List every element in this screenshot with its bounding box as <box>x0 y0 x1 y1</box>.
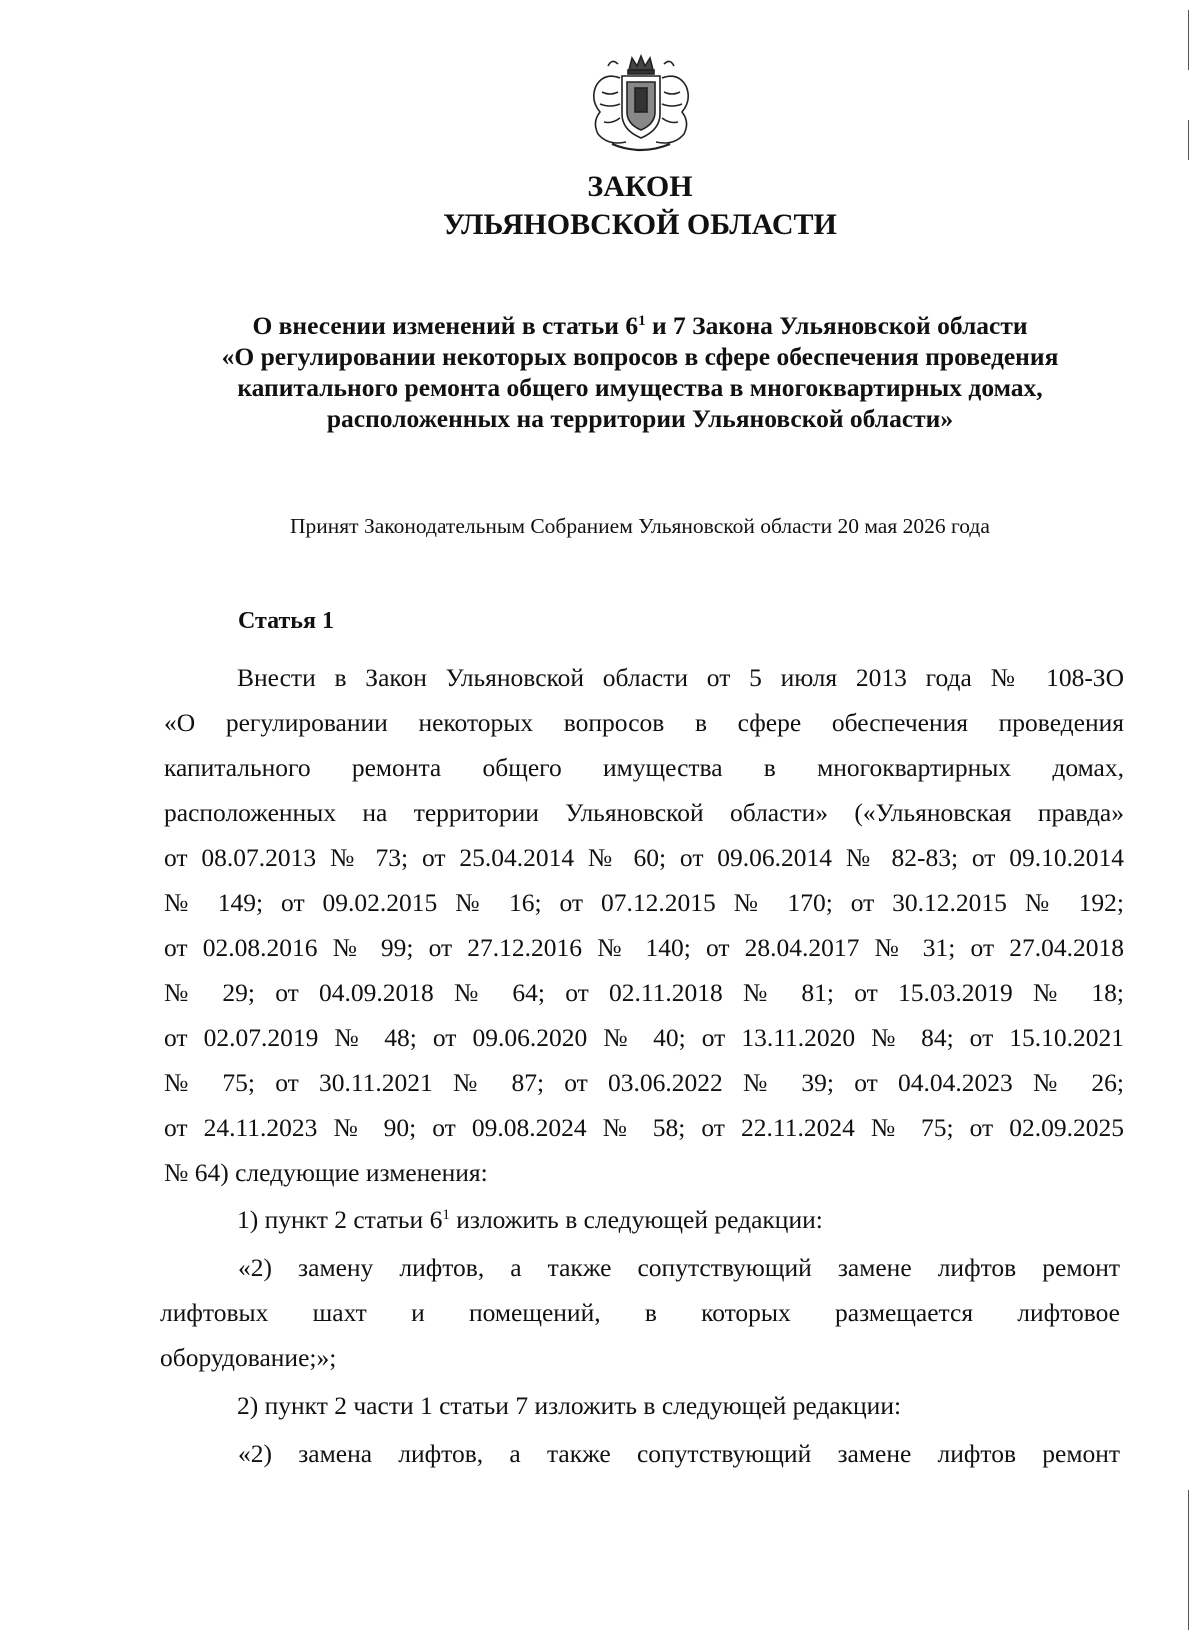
paragraph-line: № 64) следующие изменения: <box>164 1158 488 1187</box>
paragraph-row <box>164 1022 1124 1053</box>
paragraph-line: капитального ремонта общего имущества в многоквартирных домах, <box>164 753 1124 782</box>
law-title-line-3: капитального ремонта общего имущества в многоквартирных домах, <box>237 373 1043 402</box>
paragraph-line: от 08.07.2013 № 73; от 25.04.2014 № 60; от 09.06.2014 № 82-83; от 09.10.2014 <box>164 843 1124 872</box>
quote-line: «2) замену лифтов, а также сопутствующий замене лифтов ремонт <box>238 1253 1120 1282</box>
adoption-note: Принят Законодательным Собранием Ульяновской области 20 мая 2026 года <box>290 514 990 538</box>
amendment-quote-1 <box>160 1252 1120 1283</box>
superscript: 1 <box>442 1207 450 1223</box>
paragraph-line: от 02.07.2019 № 48; от 09.06.2020 № 40; от 13.11.2020 № 84; от 15.10.2021 <box>164 1023 1124 1052</box>
quote-row <box>160 1342 1120 1373</box>
law-title-line-1 <box>160 310 1120 341</box>
law-heading: ЗАКОН <box>587 170 693 203</box>
scan-edge-mark <box>1188 10 1189 70</box>
item-text <box>237 1204 1127 1235</box>
paragraph-line: Внести в Закон Ульяновской области от 5 июля 2013 года № 108-ЗО <box>237 663 1124 692</box>
amendment-item-1 <box>237 1204 1127 1235</box>
superscript: 1 <box>638 313 646 329</box>
paragraph-row <box>164 1157 1124 1188</box>
paragraph-row <box>164 842 1124 873</box>
paragraph-row <box>164 752 1124 783</box>
region-heading: УЛЬЯНОВСКОЙ ОБЛАСТИ <box>443 208 837 241</box>
scan-edge-mark <box>1188 1490 1189 1630</box>
law-title-line-2: «О регулировании некоторых вопросов в сфере обеспечения проведения <box>221 342 1059 371</box>
article-heading: Статья 1 <box>238 608 334 634</box>
quote-line: оборудование;»; <box>160 1343 337 1372</box>
law-title-text: О внесении изменений в статьи 6 <box>252 311 639 340</box>
paragraph-row <box>164 887 1124 918</box>
paragraph-line: от 02.08.2016 № 99; от 27.12.2016 № 140; от 28.04.2017 № 31; от 27.04.2018 <box>164 933 1124 962</box>
law-title-line-4: расположенных на территории Ульяновской области» <box>326 404 954 433</box>
paragraph-line: № 75; от 30.11.2021 № 87; от 03.06.2022 № 39; от 04.04.2023 № 26; <box>164 1068 1124 1097</box>
coat-of-arms-emblem <box>582 52 700 158</box>
amendment-quote-2 <box>160 1438 1120 1469</box>
quote-row <box>160 1297 1120 1328</box>
paragraph-line: «О регулировании некоторых вопросов в сфере обеспечения проведения <box>164 708 1124 737</box>
item-text-part: 1) пункт 2 статьи 6 <box>237 1205 443 1234</box>
paragraph-row <box>164 1067 1124 1098</box>
law-title-text: и 7 Закона Ульяновской области <box>645 311 1028 340</box>
quote-line: «2) замена лифтов, а также сопутствующий замене лифтов ремонт <box>238 1439 1120 1468</box>
paragraph-row <box>164 977 1124 1008</box>
paragraph-line: расположенных на территории Ульяновской области» («Ульяновская правда» <box>164 798 1124 827</box>
quote-line: лифтовых шахт и помещений, в которых размещается лифтовое <box>160 1298 1120 1327</box>
paragraph-line: № 29; от 04.09.2018 № 64; от 02.11.2018 № 81; от 15.03.2019 № 18; <box>164 978 1124 1007</box>
item-text-part: изложить в следующей редакции: <box>449 1205 823 1234</box>
paragraph-line: № 149; от 09.02.2015 № 16; от 07.12.2015 № 170; от 30.12.2015 № 192; <box>164 888 1124 917</box>
paragraph-row <box>164 797 1124 828</box>
scan-edge-mark <box>1188 120 1189 160</box>
amendment-item-2 <box>237 1390 1127 1421</box>
article-intro-paragraph-cont <box>164 707 1124 738</box>
item-text: 2) пункт 2 части 1 статьи 7 изложить в следующей редакции: <box>237 1391 902 1420</box>
paragraph-row <box>164 932 1124 963</box>
paragraph-row <box>164 1112 1124 1143</box>
article-intro-paragraph <box>164 662 1124 693</box>
paragraph-line: от 24.11.2023 № 90; от 09.08.2024 № 58; от 22.11.2024 № 75; от 02.09.2025 <box>164 1113 1124 1142</box>
